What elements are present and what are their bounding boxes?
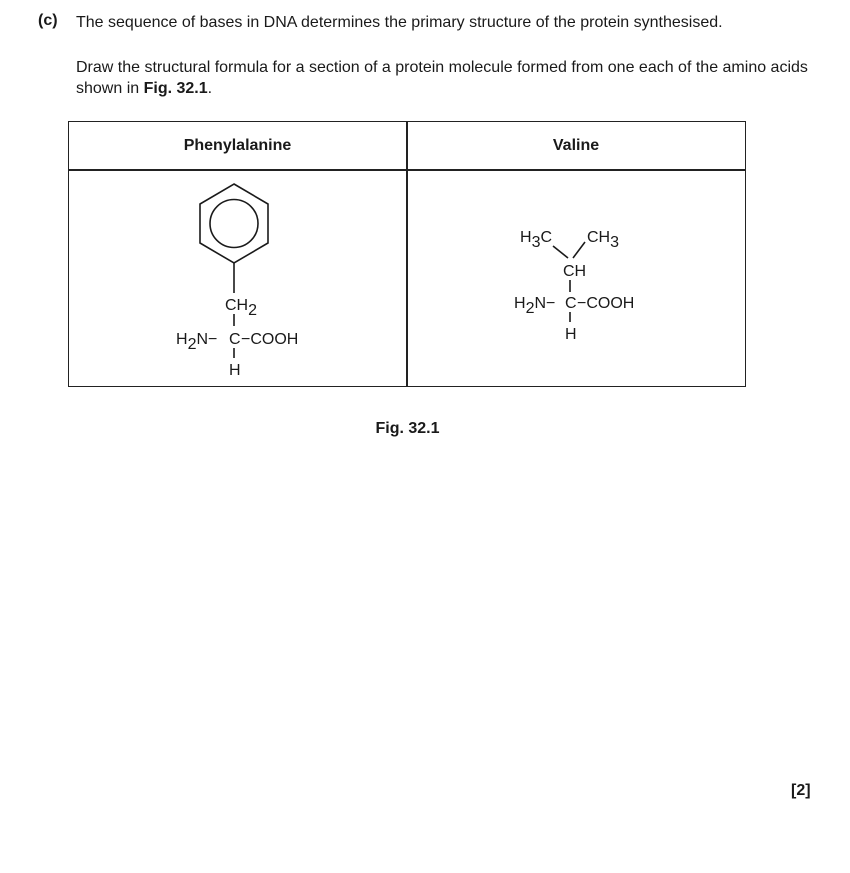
methyl-right: CH3 bbox=[587, 229, 620, 251]
figure-reference: Fig. 32.1 bbox=[143, 80, 208, 97]
valine-structure bbox=[513, 222, 663, 352]
heading-valine: Valine bbox=[552, 137, 600, 154]
header-divider bbox=[69, 169, 745, 171]
figure-table bbox=[68, 121, 746, 387]
question-label: (c) bbox=[38, 12, 58, 29]
alpha-carbon: C bbox=[229, 331, 241, 348]
carboxyl-group: −COOH bbox=[241, 331, 299, 348]
instruction-text bbox=[76, 57, 816, 99]
amine-group: H2N− bbox=[176, 331, 218, 353]
ch-group: CH bbox=[563, 263, 587, 280]
benzene-ring-circle bbox=[210, 200, 258, 248]
heading-phenylalanine: Phenylalanine bbox=[183, 137, 292, 154]
question-text: The sequence of bases in DNA determines the primary structure of the protein synthesised. bbox=[76, 14, 723, 31]
right-methyl-bond bbox=[573, 242, 585, 258]
hydrogen-atom: H bbox=[565, 326, 577, 343]
alpha-carbon: C bbox=[565, 295, 577, 312]
ch2-group: CH2 bbox=[225, 297, 258, 319]
column-divider bbox=[406, 122, 408, 386]
marks-allocation: [2] bbox=[791, 782, 811, 799]
carboxyl-group: −COOH bbox=[577, 295, 635, 312]
methyl-left: H3C bbox=[520, 229, 553, 251]
instruction-prefix: Draw the structural formula for a section of a protein molecule formed from one each of the amino acids shown in bbox=[76, 59, 808, 97]
hydrogen-atom: H bbox=[229, 362, 241, 379]
figure-caption: Fig. 32.1 bbox=[375, 420, 440, 437]
left-methyl-bond bbox=[553, 246, 568, 258]
instruction-suffix: . bbox=[207, 80, 213, 97]
phenylalanine-structure bbox=[169, 177, 329, 377]
amine-group: H2N− bbox=[514, 295, 556, 317]
